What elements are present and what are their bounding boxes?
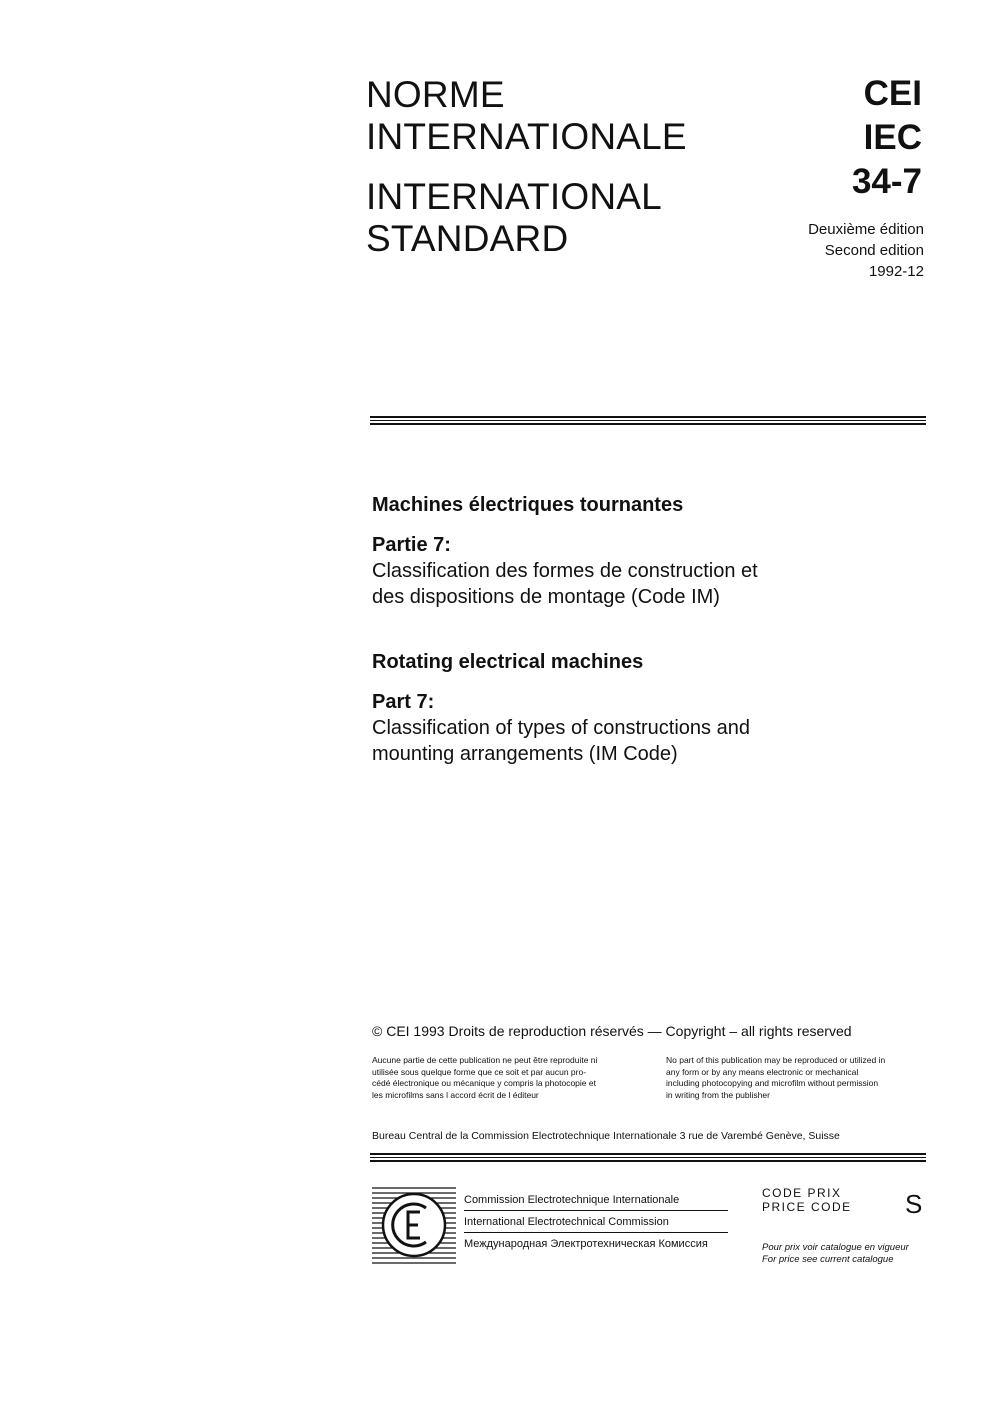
iec-logo-icon xyxy=(372,1182,456,1266)
subject-fr-heading: Machines électriques tournantes xyxy=(372,494,684,516)
subject-fr-part: Partie 7: xyxy=(372,534,451,556)
price-label-fr: CODE PRIX xyxy=(762,1186,842,1200)
price-code-label xyxy=(762,1186,852,1214)
copyright-fr-line: Aucune partie de cette publication ne peut être reproduite ni xyxy=(372,1055,598,1065)
subject-en-part: Part 7: xyxy=(372,691,435,713)
bureau-address: Bureau Central de la Commission Electrotechnique Internationale 3 rue de Varembé Genève, Suisse xyxy=(372,1130,840,1142)
footer-divider xyxy=(370,1153,926,1164)
iec-name-divider xyxy=(464,1232,728,1233)
catalogue-note-fr: Pour prix voir catalogue en vigueur xyxy=(762,1242,909,1253)
catalogue-note-en: For price see current catalogue xyxy=(762,1254,894,1265)
code-cei: CEI xyxy=(863,74,922,113)
title-en-line1: INTERNATIONAL xyxy=(366,176,662,217)
edition-info xyxy=(704,219,924,282)
header-divider xyxy=(370,416,926,427)
edition-en: Second edition xyxy=(824,242,924,259)
title-fr-line2: INTERNATIONALE xyxy=(366,116,687,157)
iec-name-divider xyxy=(464,1210,728,1211)
copyright-fr-line: utilisée sous quelque forme que ce soit et par aucun pro- xyxy=(372,1066,587,1077)
subject-en-desc-line2: mounting arrangements (IM Code) xyxy=(372,743,678,765)
subject-fr-desc-line2: des dispositions de montage (Code IM) xyxy=(372,586,720,608)
title-fr-line1: NORME xyxy=(366,74,505,115)
copyright-en-line: No part of this publication may be reproduced or utilized in xyxy=(666,1055,886,1065)
iec-name-ru: Международная Электротехническая Комиссия xyxy=(464,1238,708,1250)
copyright-fr-line: les microfilms sans l accord écrit de l éditeur xyxy=(372,1089,539,1100)
code-iec: IEC xyxy=(863,118,922,157)
copyright-en-text xyxy=(666,1055,932,1101)
price-code-value: S xyxy=(905,1189,923,1219)
iec-name-fr: Commission Electrotechnique Internationale xyxy=(464,1194,680,1206)
title-french xyxy=(366,74,687,158)
edition-date: 1992-12 xyxy=(868,263,924,280)
catalogue-note xyxy=(762,1242,909,1266)
standard-number: 34-7 xyxy=(851,162,922,201)
subject-fr-desc-line1: Classification des formes de construction et xyxy=(372,560,758,582)
title-english xyxy=(366,176,662,260)
edition-fr: Deuxième édition xyxy=(808,221,924,238)
copyright-en-line: in writing from the publisher xyxy=(666,1089,770,1100)
copyright-fr-line: cédé électronique ou mécanique y compris la photocopie et xyxy=(372,1078,596,1088)
copyright-en-line: any form or by any means electronic or mechanical xyxy=(666,1066,859,1077)
copyright-fr-text xyxy=(372,1055,652,1101)
title-en-line2: STANDARD xyxy=(366,218,569,259)
copyright-notice: © CEI 1993 Droits de reproduction réservés — Copyright – all rights reserved xyxy=(372,1023,852,1039)
subject-en-desc-line1: Classification of types of constructions and xyxy=(372,717,750,739)
subject-english xyxy=(372,649,932,767)
standard-code xyxy=(722,72,922,204)
iec-name-en: International Electrotechnical Commission xyxy=(464,1216,669,1228)
subject-french xyxy=(372,492,932,610)
copyright-en-line: including photocopying and microfilm without permission xyxy=(666,1078,879,1088)
price-label-en: PRICE CODE xyxy=(762,1200,852,1214)
subject-en-heading: Rotating electrical machines xyxy=(372,651,644,673)
